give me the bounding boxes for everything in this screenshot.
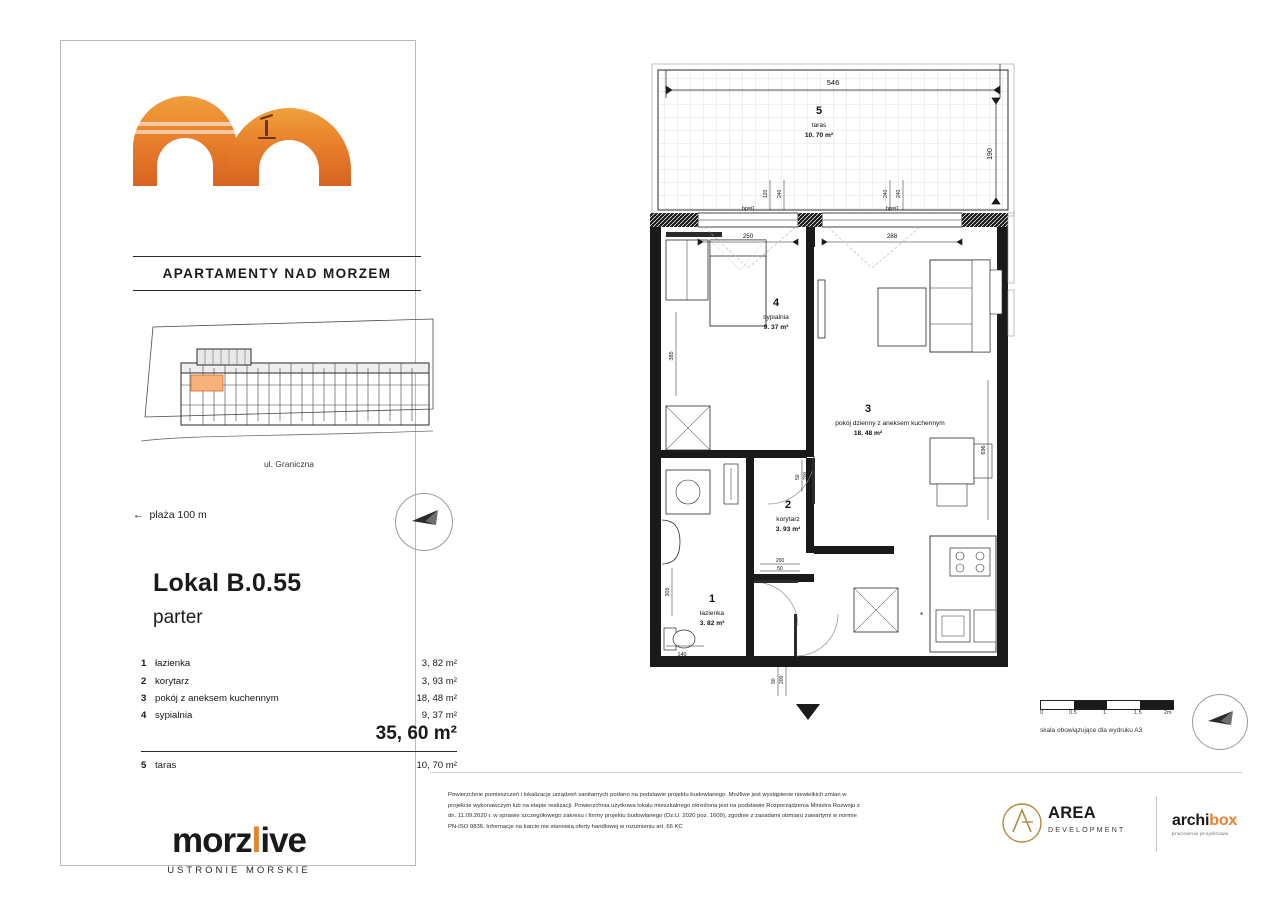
area-development-logo [1000,798,1140,850]
floor-plan-drawing [600,40,1240,740]
room-area: 3, 82 m² [421,658,457,670]
room-area-4: 9. 37 m² [763,324,789,331]
hp-left-label: hp=0 [741,206,755,212]
dim-terr-3: 240 [883,189,889,198]
area-development-mark [1000,798,1044,848]
dim-bath-door-b: 50 [777,566,783,572]
dim-bath-width-label: 140 [677,652,687,658]
legal-disclaimer: Powierzchnie pomieszczeń i lokalizacje urządzeń sanitarnych podano na podstawie projektu budowlanego. Możliwe jest wystąpienie niewielkich zmian w projekcie wykonawczym lub na etapie realizacji. Powierzchnia użytkowa lokalu mieszkalnego określona jest na podstawie Rozporządzenia Ministra Rozwoju z dn. 11.09.2020 r. w sprawie szczegółowego zakresu i formy projektu budowlanego (Dz.U. 2020 poz. 1609), zgodnie z zasadami obmiaru zawartymi w normie PN-ISO 9836. Informacje na karcie nie stanowią oferty handlowej w rozumieniu art. 66 KC [448,792,860,831]
archibox-wordmark [1172,812,1237,830]
hp-right-label: hp=0 [885,206,899,212]
unit-info-card [60,40,457,876]
scale-bar-ticks [1040,710,1180,719]
site-plan-highlighted-unit [191,375,223,391]
scale-bar-graphic [1040,700,1174,710]
floor-label: parter [153,607,203,628]
scale-tick: 0.5 [1069,710,1077,716]
dim-terrace-width-label: 546 [826,78,840,87]
arrow-left-icon: ← [133,509,144,521]
morzlive-word-a: morz [171,821,252,860]
table-row [141,655,457,672]
room-area-1: 3. 82 m² [699,620,725,627]
morzlive-word-b: ive [260,821,306,860]
table-row [141,757,457,774]
morzlive-subtitle: USTRONIE MORSKIE [167,865,311,876]
room-number: 3 [141,692,147,704]
room-number: 2 [141,675,147,687]
room-name-3: pokój dzienny z aneksem kuchennym [835,420,945,427]
apartamenty-arch-logo [133,96,351,186]
archibox-word-b: box [1209,812,1238,829]
scale-tick: 0 [1040,710,1044,716]
scale-tick: 1.5 [1134,710,1142,716]
kitchen-marker: * [920,611,924,620]
room-name-2: korytarz [776,516,800,523]
room-number-5: 5 [815,105,823,117]
scale-bar [1040,700,1180,734]
beach-distance-label: plaża 100 m [149,509,207,521]
room-number-2: 2 [784,499,792,511]
room-number: 1 [141,658,147,670]
bedroom-furniture [666,232,766,450]
door-bathroom [754,580,798,626]
room-area: 3, 93 m² [421,675,457,687]
room-number-3: 3 [864,403,872,415]
room-name: korytarz [155,675,190,687]
dim-living-depth-label: 696 [981,445,987,455]
room-area: 10, 70 m² [416,760,457,771]
room-name-4: sypialnia [763,314,789,321]
site-street-label: ul. Graniczna [263,459,315,469]
beach-distance [133,509,421,521]
table-row [141,672,457,689]
room-name: łazienka [155,658,191,670]
compass-north-icon [395,493,453,551]
footer-divider [430,772,1242,773]
room-name: pokój z aneksem kuchennym [155,692,279,704]
site-plan-diagram [133,313,445,473]
table-row [141,707,457,724]
dim-corr-door-b: 200 [803,471,809,480]
page-title: Lokal B.0.55 [153,569,302,597]
dim-bath-depth-label: 305 [665,587,671,597]
room-number-1: 1 [708,593,716,605]
room-number: 5 [141,760,147,771]
morzlive-wordmark [61,821,417,861]
dim-corr-door-a: 50 [795,474,801,480]
room-name-5: taras [811,122,827,129]
morzlive-logo [61,821,417,876]
scale-tick: 1 [1103,710,1107,716]
dim-bath-door-a: 200 [775,558,785,564]
room-area: 9, 37 m² [421,710,457,722]
room-name: sypialnia [155,710,193,722]
scale-tick: 2m [1164,710,1172,716]
room-area-table [141,655,457,725]
terrace-area-table [141,757,457,774]
dim-living-window-label: 288 [886,233,898,240]
archibox-word-a: archi [1172,812,1210,829]
room-number: 4 [141,710,147,722]
dim-terr-2: 240 [777,189,783,198]
area-dev-line2: DEVELOPMENT [1048,825,1126,834]
arch-cutout-left [157,138,213,186]
total-area: 35, 60 m² [141,723,457,752]
dim-terrace-depth-label: 190 [987,148,994,160]
sun-strip [133,122,237,126]
dim-bedroom-depth-label: 385 [669,351,675,361]
dim-bedroom-window-label: 250 [742,233,754,240]
dim-entrance-a: 90 [771,678,777,684]
morzlive-word-l: l [251,821,261,860]
room-area-2: 3. 93 m² [775,526,801,533]
room-name: taras [155,760,177,771]
dim-entrance-b: 200 [779,675,785,684]
living-furniture [818,260,1002,652]
room-area-5: 10. 70 m² [804,132,834,139]
compass-north-icon-plan [1192,694,1248,750]
surfer-icon [265,120,268,136]
dim-terr-4: 240 [896,189,902,198]
scale-caption: skala obowiązujące dla wydruku A3 [1040,727,1143,734]
area-dev-line1: AREA [1048,804,1096,822]
room-area-3: 18. 48 m² [853,430,883,437]
archibox-tagline: pracownia projektowa [1172,831,1229,836]
table-row [141,690,457,707]
footer-vertical-divider [1156,796,1157,852]
archibox-logo [1172,812,1237,836]
room-number-4: 4 [772,297,780,309]
dim-terr-1: 120 [763,189,769,198]
room-area: 18, 48 m² [416,692,457,704]
sun-strip [133,130,237,134]
brand-title: APARTAMENTY NAD MORZEM [133,256,421,291]
door-entrance [794,614,838,656]
entrance-direction-marker [796,704,820,720]
room-name-1: łazienka [699,610,725,617]
area-development-text [1048,804,1125,834]
